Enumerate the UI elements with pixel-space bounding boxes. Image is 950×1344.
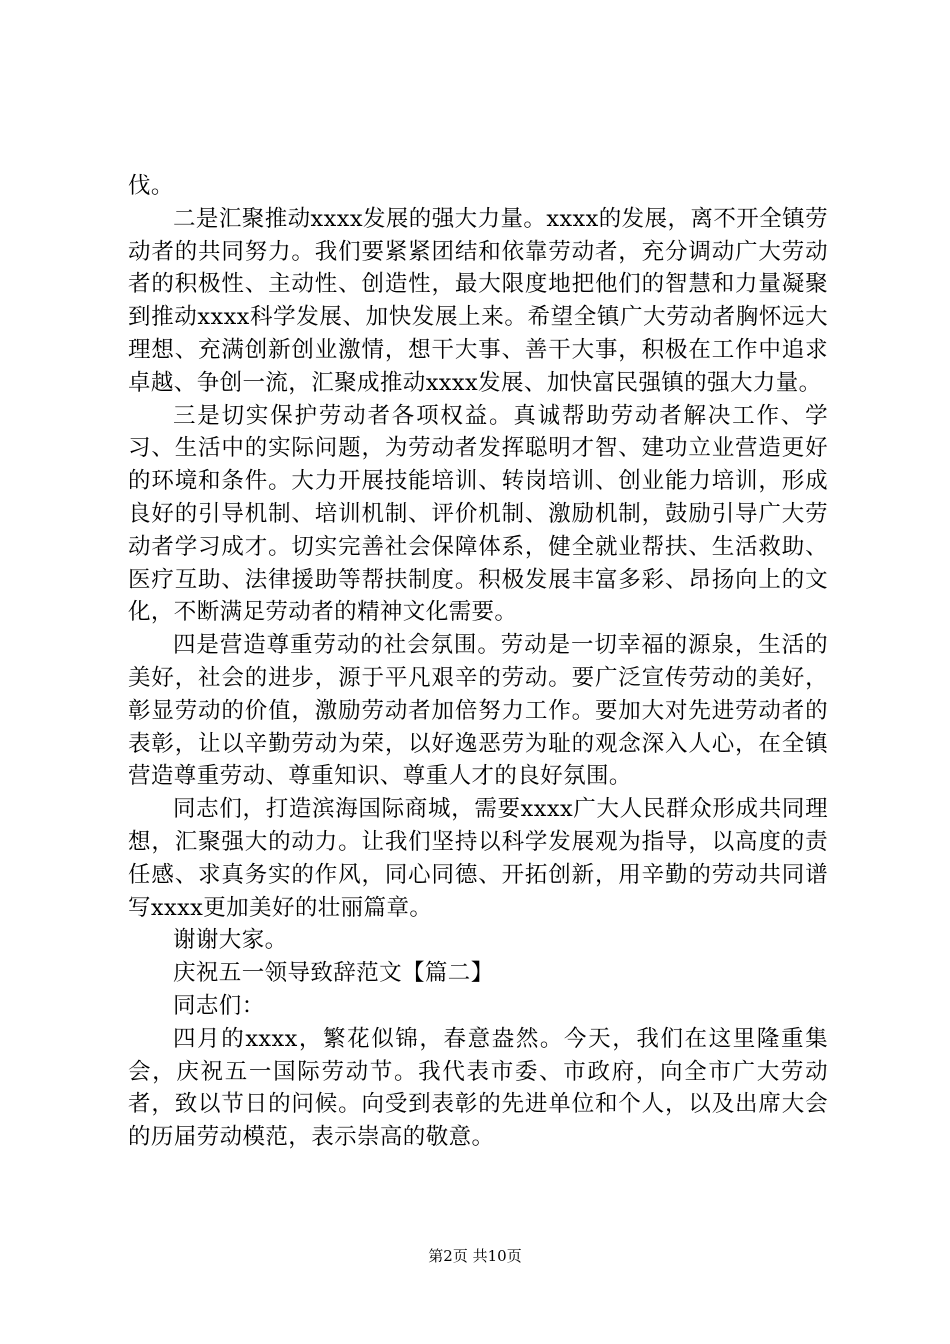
paragraph-3: 三是切实保护劳动者各项权益。真诚帮助劳动者解决工作、学习、生活中的实际问题，为劳动者发挥聪明才智、建功立业营造更好的环境和条件。大力开展技能培训、转岗培训、创业能力培训，形成良好的引导机制、培训机制、评价机制、激励机制，鼓励引导广大劳动者学习成才。切实完善社会保障体系，健全就业帮扶、生活救助、医疗互助、法律援助等帮扶制度。积极发展丰富多彩、昂扬向上的文化，不断满足劳动者的精神文化需要。 — [128, 402, 828, 626]
paragraph-9: 四月的xxxx，繁花似锦，春意盎然。今天，我们在这里隆重集会，庆祝五一国际劳动节。我代表市委、市政府，向全市广大劳动者，致以节日的问候。向受到表彰的先进单位和个人，以及出席大会的历届劳动模范，表示崇高的敬意。 — [128, 1025, 828, 1151]
paragraph-2: 二是汇聚推动xxxx发展的强大力量。xxxx的发展，离不开全镇劳动者的共同努力。我们要紧紧团结和依靠劳动者，充分调动广大劳动者的积极性、主动性、创造性，最大限度地把他们的智慧和力量凝聚到推动xxxx科学发展、加快发展上来。希望全镇广大劳动者胸怀远大理想、充满创新创业激情，想干大事、善干大事，积极在工作中追求卓越、争创一流，汇聚成推动xxxx发展、加快富民强镇的强大力量。 — [128, 205, 828, 396]
page-footer: 第2页 共10页 — [428, 1247, 522, 1265]
paragraph-5: 同志们，打造滨海国际商城，需要xxxx广大人民群众形成共同理想，汇聚强大的动力。让我们坚持以科学发展观为指导，以高度的责任感、求真务实的作风，同心同德、开拓创新，用辛勤的劳动共同谱写xxxx更加美好的壮丽篇章。 — [128, 796, 828, 921]
document-body — [128, 170, 828, 1154]
paragraph-4: 四是营造尊重劳动的社会氛围。劳动是一切幸福的源泉，生活的美好，社会的进步，源于平凡艰辛的劳动。要广泛宣传劳动的美好，彰显劳动的价值，激励劳动者加倍努力工作。要加大对先进劳动者的表彰，让以辛勤劳动为荣，以好逸恶劳为耻的观念深入人心，在全镇营造尊重劳动、尊重知识、尊重人才的良好氛围。 — [128, 632, 828, 790]
section-heading: 庆祝五一领导致辞范文【篇二】 — [173, 960, 494, 987]
salutation: 同志们： — [173, 992, 265, 1019]
paragraph-6: 谢谢大家。 — [173, 927, 288, 954]
paragraph-1: 伐。 — [128, 173, 174, 199]
